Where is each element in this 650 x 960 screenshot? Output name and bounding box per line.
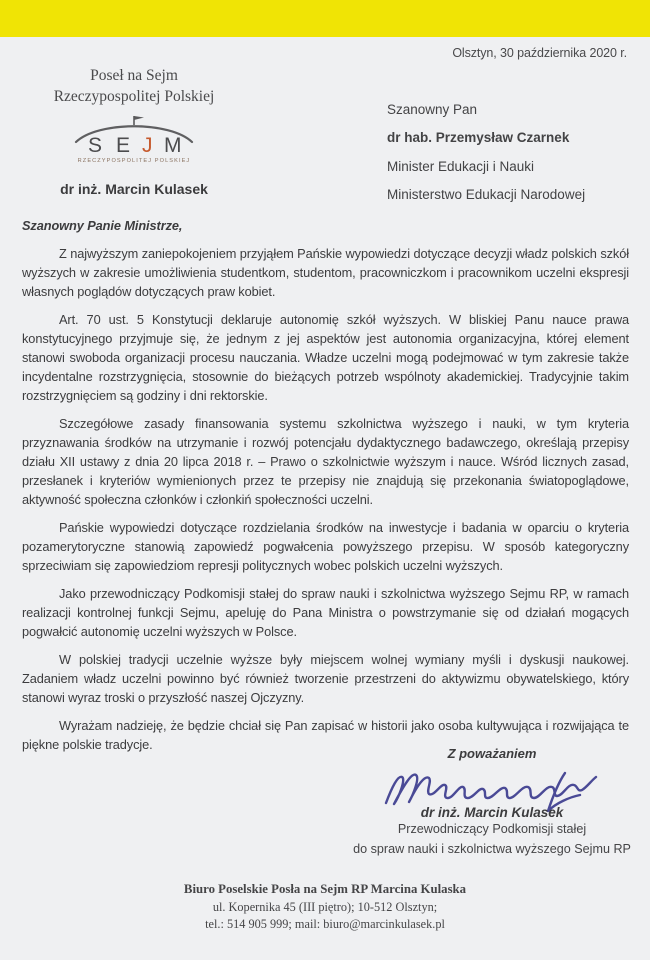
paragraph-6: W polskiej tradycji uczelnie wyższe były miejscem wolnej wymiany myśli i dyskusji naukowej. Zadaniem władz uczelni powinno być również tworzenie przestrzeni do aktywizmu obywatelskiego, który stanowi wyraz troski o przyszłość naszej Ojczyzny. xyxy=(22,652,629,705)
recipient-institution: Ministerstwo Edukacji Narodowej xyxy=(387,187,586,203)
paragraph-1: Z najwyższym zaniepokojeniem przyjąłem Pańskie wypowiedzi dotyczące decyzji władz polskich szkół wyższych w zakresie umożliwienia studentkom, studentom, pracowniczkom i pracownikom uczelni ekspresji własnych poglądów dotyczących praw kobiet. xyxy=(22,246,629,299)
sender-header xyxy=(28,66,240,197)
signer-title-line2: do spraw nauki i szkolnictwa wyższego Sejmu RP xyxy=(353,841,631,856)
salutation: Szanowny Panie Ministrze, xyxy=(22,218,183,233)
paragraph-5: Jako przewodniczący Podkomisji stałej do spraw nauki i szkolnictwa wyższego Sejmu RP, w ramach realizacji kontrolnej funkcji Sejmu, apeluję do Pana Ministra o powstrzymanie się od działań mogących pogwałcić autonomię uczelni wyższych w Polsce. xyxy=(22,586,629,639)
signer-name: dr inż. Marcin Kulasek xyxy=(420,805,564,820)
logo-caption: RZECZYPOSPOLITEJ POLSKIEJ xyxy=(77,157,191,164)
signer-title-line1: Przewodniczący Podkomisji stałej xyxy=(397,822,587,836)
paragraph-3: Szczegółowe zasady finansowania systemu szkolnictwa wyższego i nauki, w tym kryteria przyznawania środków na utrzymanie i rozwój potencjału dydaktycznego badawczego, określają przepisy działu XII ustawy z dnia 20 lipca 2018 r. – Prawo o szkolnictwie wyższym i nauce. Wśród licznych zasad, przesłanek i kryteriów wymienionych przez te przepisy nie znajdują się przekonania światopoglądowe, aktywność społeczna członków i członkiń społeczności uczelni. xyxy=(22,416,629,507)
closing-block xyxy=(352,746,632,859)
date-place-line: Olsztyn, 30 października 2020 r. xyxy=(452,46,627,60)
footer-address: ul. Kopernika 45 (III piętro); 10-512 Olsztyn; xyxy=(212,899,438,914)
sender-title-line1: Poseł na Sejm xyxy=(90,67,178,84)
sender-title xyxy=(28,66,240,108)
recipient-role: Minister Edukacji i Nauki xyxy=(387,158,535,174)
sender-title-line2: Rzeczypospolitej Polskiej xyxy=(53,87,215,105)
office-footer xyxy=(0,881,650,933)
recipient-name: dr hab. Przemysław Czarnek xyxy=(387,130,570,146)
logo-letter-m: M xyxy=(164,133,182,157)
top-yellow-band xyxy=(0,0,650,37)
paragraph-2: Art. 70 ust. 5 Konstytucji deklaruje autonomię szkół wyższych. W bliskiej Panu nauce prawa konstytucyjnego przyjmuje się, że jednym z jej aspektów jest autonomia organizacyjna, której element stanowi swoboda organizacji procesu nauczania. Władze uczelni mogą podejmować w tym zakresie także incydentalne rozstrzygnięcia, stosownie do bieżących potrzeb wspólnoty akademickiej. Tradycyjnie takim rozstrzygnięciem są godziny i dni rektorskie. xyxy=(22,312,629,403)
logo-letter-e: E xyxy=(116,133,131,157)
paragraph-7: Wyrażam nadzieję, że będzie chciał się Pan zapisać w historii jako osoba kultywująca i rozwijająca te piękne polskie tradycje. xyxy=(22,718,629,752)
paragraph-4: Pańskie wypowiedzi dotyczące rozdzielania środków na inwestycje i badania w oparciu o kryteria pozamerytoryczne stanowią zapowiedź pogwałcenia powyższego przepisu. W sposób kategoryczny sprzeciwiam się zapowiedziom represji politycznych wobec polskich uczelni wyższych. xyxy=(22,520,629,573)
footer-contact: tel.: 514 905 999; mail: biuro@marcinkulasek.pl xyxy=(205,917,445,932)
recipient-salutation: Szanowny Pan xyxy=(387,102,478,117)
recipient-block xyxy=(387,103,585,216)
sejm-logo-icon xyxy=(64,112,204,166)
footer-office-name: Biuro Poselskie Posła na Sejm RP Marcina Kulaska xyxy=(183,882,467,896)
letter-body xyxy=(22,216,629,763)
logo-letter-s: S xyxy=(88,133,103,157)
logo-letter-j: J xyxy=(142,133,153,157)
valediction: Z poważaniem xyxy=(447,746,537,761)
sender-name: dr inż. Marcin Kulasek xyxy=(60,180,208,197)
